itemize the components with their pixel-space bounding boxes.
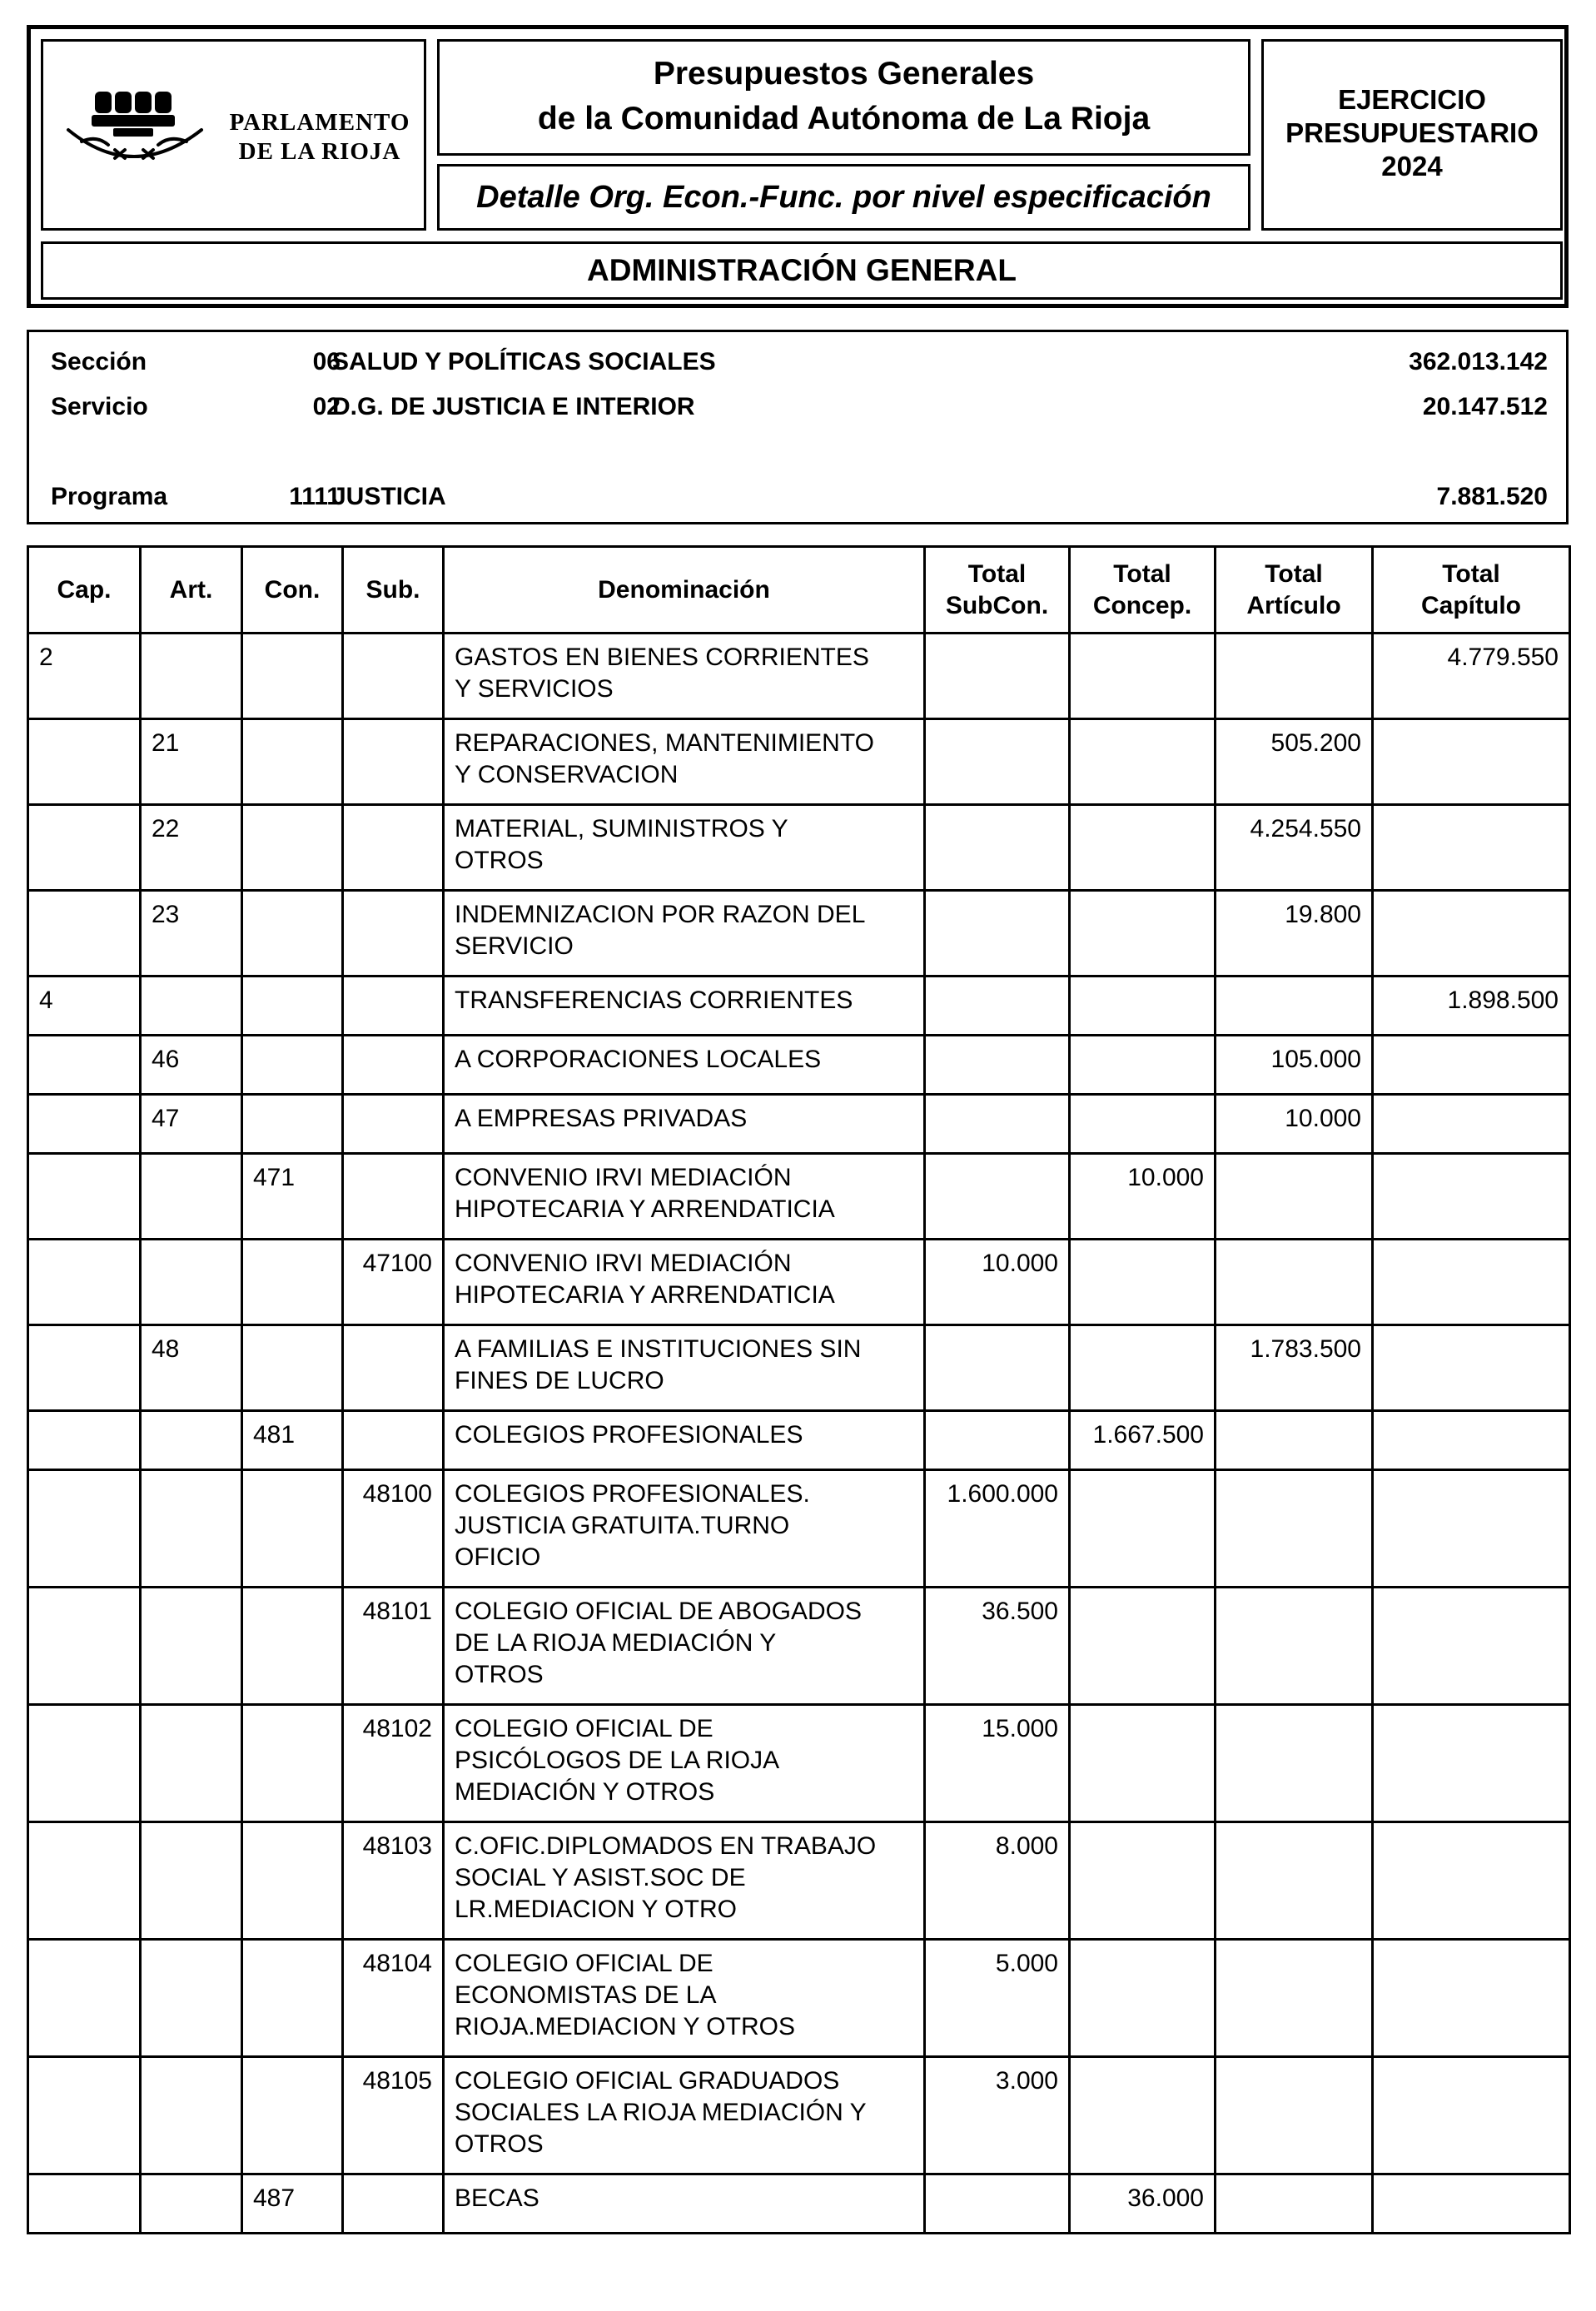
cell-total-articulo xyxy=(1216,634,1373,719)
title-line-2: de la Comunidad Autónoma de La Rioja xyxy=(537,101,1151,137)
cell-total-capitulo xyxy=(1373,805,1570,891)
cell-sub: 48104 xyxy=(343,1940,444,2057)
cell-total-concep xyxy=(1070,1940,1216,2057)
cell-total-articulo xyxy=(1216,977,1373,1036)
cell-art: 21 xyxy=(141,719,242,805)
cell-sub xyxy=(343,1411,444,1470)
cell-total-subcon xyxy=(925,1095,1070,1154)
cell-sub xyxy=(343,977,444,1036)
cell-sub xyxy=(343,891,444,977)
cell-total-articulo: 1.783.500 xyxy=(1216,1325,1373,1411)
cell-con xyxy=(242,1940,343,2057)
cell-sub xyxy=(343,2174,444,2234)
table-row xyxy=(28,1940,1570,2057)
cell-total-articulo xyxy=(1216,1470,1373,1588)
fiscal-year: 2024 xyxy=(1381,151,1443,181)
cell-con: 471 xyxy=(242,1154,343,1240)
table-row xyxy=(28,1325,1570,1411)
fiscal-year-box xyxy=(1261,39,1563,231)
col-header-con: Con. xyxy=(242,547,343,634)
col-header-sub: Sub. xyxy=(343,547,444,634)
cell-total-capitulo xyxy=(1373,719,1570,805)
cell-sub xyxy=(343,805,444,891)
programa-row xyxy=(29,479,1566,515)
col-header-total-subcon: Total SubCon. xyxy=(925,547,1070,634)
cell-denominacion: C.OFIC.DIPLOMADOS EN TRABAJO SOCIAL Y ASIST.SOC DE LR.MEDIACION Y OTRO xyxy=(444,1822,925,1940)
cell-art xyxy=(141,634,242,719)
cell-con xyxy=(242,1588,343,1705)
col-header-total-concep: Total Concep. xyxy=(1070,547,1216,634)
cell-denominacion: A EMPRESAS PRIVADAS xyxy=(444,1095,925,1154)
cell-cap xyxy=(28,1588,141,1705)
cell-sub xyxy=(343,634,444,719)
cell-total-subcon xyxy=(925,1411,1070,1470)
cell-cap xyxy=(28,1940,141,2057)
seccion-label: Sección xyxy=(51,348,147,375)
cell-con xyxy=(242,719,343,805)
cell-art xyxy=(141,1588,242,1705)
servicio-code: 02 xyxy=(312,393,341,420)
cell-total-concep: 36.000 xyxy=(1070,2174,1216,2234)
col-header-art: Art. xyxy=(141,547,242,634)
cell-total-concep: 1.667.500 xyxy=(1070,1411,1216,1470)
cell-cap: 2 xyxy=(28,634,141,719)
cell-cap xyxy=(28,1036,141,1095)
cell-total-articulo xyxy=(1216,1705,1373,1822)
cell-total-capitulo xyxy=(1373,1036,1570,1095)
cell-total-concep xyxy=(1070,805,1216,891)
cell-con xyxy=(242,977,343,1036)
cell-total-concep xyxy=(1070,977,1216,1036)
cell-total-subcon xyxy=(925,1154,1070,1240)
cell-denominacion: COLEGIO OFICIAL DE ABOGADOS DE LA RIOJA MEDIACIÓN Y OTROS xyxy=(444,1588,925,1705)
cell-total-subcon xyxy=(925,634,1070,719)
cell-total-capitulo xyxy=(1373,1154,1570,1240)
cell-con xyxy=(242,1036,343,1095)
cell-sub: 47100 xyxy=(343,1240,444,1325)
cell-total-articulo xyxy=(1216,1940,1373,2057)
table-row xyxy=(28,977,1570,1036)
cell-con xyxy=(242,1470,343,1588)
cell-total-subcon: 3.000 xyxy=(925,2057,1070,2174)
table-row xyxy=(28,1095,1570,1154)
cell-denominacion: A FAMILIAS E INSTITUCIONES SIN FINES DE LUCRO xyxy=(444,1325,925,1411)
table-row xyxy=(28,634,1570,719)
cell-total-capitulo xyxy=(1373,2174,1570,2234)
table-row xyxy=(28,719,1570,805)
cell-denominacion: CONVENIO IRVI MEDIACIÓN HIPOTECARIA Y ARRENDATICIA xyxy=(444,1240,925,1325)
cell-cap xyxy=(28,1095,141,1154)
cell-con xyxy=(242,1325,343,1411)
cell-total-concep xyxy=(1070,891,1216,977)
servicio-row xyxy=(29,389,1566,425)
cell-art xyxy=(141,1154,242,1240)
table-row xyxy=(28,805,1570,891)
cell-cap xyxy=(28,891,141,977)
cell-cap xyxy=(28,1705,141,1822)
cell-denominacion: TRANSFERENCIAS CORRIENTES xyxy=(444,977,925,1036)
cell-total-subcon xyxy=(925,805,1070,891)
cell-total-articulo xyxy=(1216,1240,1373,1325)
cell-cap: 4 xyxy=(28,977,141,1036)
cell-cap xyxy=(28,1240,141,1325)
seccion-row xyxy=(29,344,1566,380)
cell-art: 48 xyxy=(141,1325,242,1411)
cell-art: 47 xyxy=(141,1095,242,1154)
cell-sub xyxy=(343,1154,444,1240)
cell-total-capitulo xyxy=(1373,1470,1570,1588)
cell-denominacion: GASTOS EN BIENES CORRIENTES Y SERVICIOS xyxy=(444,634,925,719)
servicio-amount: 20.147.512 xyxy=(1422,393,1548,420)
table-row xyxy=(28,891,1570,977)
col-header-total-articulo: Total Artículo xyxy=(1216,547,1373,634)
cell-total-capitulo xyxy=(1373,1940,1570,2057)
cell-denominacion: INDEMNIZACION POR RAZON DEL SERVICIO xyxy=(444,891,925,977)
cell-total-capitulo: 4.779.550 xyxy=(1373,634,1570,719)
ejercicio-label: EJERCICIO xyxy=(1338,84,1486,115)
cell-total-articulo xyxy=(1216,2057,1373,2174)
cell-con xyxy=(242,2057,343,2174)
cell-total-subcon xyxy=(925,1036,1070,1095)
cell-art xyxy=(141,977,242,1036)
cell-total-articulo xyxy=(1216,1822,1373,1940)
cell-total-articulo xyxy=(1216,1588,1373,1705)
cell-total-capitulo xyxy=(1373,1240,1570,1325)
cell-con xyxy=(242,1095,343,1154)
cell-cap xyxy=(28,2057,141,2174)
cell-art xyxy=(141,1470,242,1588)
cell-art: 23 xyxy=(141,891,242,977)
table-row xyxy=(28,1036,1570,1095)
cell-total-concep xyxy=(1070,1588,1216,1705)
cell-sub xyxy=(343,719,444,805)
cell-denominacion: CONVENIO IRVI MEDIACIÓN HIPOTECARIA Y ARRENDATICIA xyxy=(444,1154,925,1240)
cell-total-subcon: 15.000 xyxy=(925,1705,1070,1822)
cell-total-articulo: 105.000 xyxy=(1216,1036,1373,1095)
cell-total-concep xyxy=(1070,1036,1216,1095)
cell-total-articulo xyxy=(1216,1411,1373,1470)
cell-total-subcon: 36.500 xyxy=(925,1588,1070,1705)
cell-total-concep xyxy=(1070,1705,1216,1822)
table-header-row xyxy=(28,547,1570,634)
cell-total-articulo: 4.254.550 xyxy=(1216,805,1373,891)
cell-total-articulo xyxy=(1216,2174,1373,2234)
title-line-1: Presupuestos Generales xyxy=(653,56,1035,92)
cell-cap xyxy=(28,1822,141,1940)
cell-total-capitulo xyxy=(1373,891,1570,977)
cell-total-capitulo xyxy=(1373,1588,1570,1705)
cell-con: 487 xyxy=(242,2174,343,2234)
cell-total-capitulo xyxy=(1373,2057,1570,2174)
cell-denominacion: COLEGIOS PROFESIONALES. JUSTICIA GRATUITA.TURNO OFICIO xyxy=(444,1470,925,1588)
cell-denominacion: COLEGIO OFICIAL DE ECONOMISTAS DE LA RIOJA.MEDIACION Y OTROS xyxy=(444,1940,925,2057)
cell-art xyxy=(141,2057,242,2174)
cell-cap xyxy=(28,1411,141,1470)
parliament-emblem-icon xyxy=(63,85,213,185)
col-header-total-capitulo: Total Capítulo xyxy=(1373,547,1570,634)
cell-sub xyxy=(343,1095,444,1154)
document-header xyxy=(27,25,1569,308)
cell-cap xyxy=(28,719,141,805)
cell-sub: 48103 xyxy=(343,1822,444,1940)
cell-con xyxy=(242,891,343,977)
table-row xyxy=(28,2057,1570,2174)
seccion-amount: 362.013.142 xyxy=(1409,348,1548,375)
cell-total-subcon: 10.000 xyxy=(925,1240,1070,1325)
administration-banner: ADMINISTRACIÓN GENERAL xyxy=(41,241,1563,300)
table-row xyxy=(28,1588,1570,1705)
cell-con xyxy=(242,634,343,719)
cell-denominacion: COLEGIO OFICIAL GRADUADOS SOCIALES LA RIOJA MEDIACIÓN Y OTROS xyxy=(444,2057,925,2174)
cell-sub xyxy=(343,1325,444,1411)
cell-total-subcon xyxy=(925,2174,1070,2234)
cell-sub xyxy=(343,1036,444,1095)
col-header-denominacion: Denominación xyxy=(444,547,925,634)
table-row xyxy=(28,1240,1570,1325)
cell-denominacion: COLEGIOS PROFESIONALES xyxy=(444,1411,925,1470)
cell-con xyxy=(242,1822,343,1940)
cell-total-subcon xyxy=(925,719,1070,805)
cell-total-articulo: 19.800 xyxy=(1216,891,1373,977)
cell-denominacion: COLEGIO OFICIAL DE PSICÓLOGOS DE LA RIOJA MEDIACIÓN Y OTROS xyxy=(444,1705,925,1822)
cell-total-articulo: 505.200 xyxy=(1216,719,1373,805)
table-row xyxy=(28,1411,1570,1470)
table-row xyxy=(28,1154,1570,1240)
cell-total-capitulo: 1.898.500 xyxy=(1373,977,1570,1036)
cell-art: 22 xyxy=(141,805,242,891)
cell-sub: 48105 xyxy=(343,2057,444,2174)
cell-cap xyxy=(28,1154,141,1240)
servicio-label: Servicio xyxy=(51,393,148,420)
cell-total-concep xyxy=(1070,1822,1216,1940)
cell-total-capitulo xyxy=(1373,1095,1570,1154)
cell-total-concep xyxy=(1070,1325,1216,1411)
cell-total-concep xyxy=(1070,1470,1216,1588)
budget-table xyxy=(27,545,1571,2234)
cell-total-concep xyxy=(1070,1240,1216,1325)
cell-total-capitulo xyxy=(1373,1325,1570,1411)
cell-denominacion: BECAS xyxy=(444,2174,925,2234)
table-row xyxy=(28,1470,1570,1588)
cell-con: 481 xyxy=(242,1411,343,1470)
table-row xyxy=(28,2174,1570,2234)
cell-total-concep xyxy=(1070,2057,1216,2174)
logo-line-2: DE LA RIOJA xyxy=(238,138,401,165)
budget-table-body xyxy=(28,634,1570,2234)
cell-total-subcon: 1.600.000 xyxy=(925,1470,1070,1588)
table-row xyxy=(28,1705,1570,1822)
logo-line-1: PARLAMENTO xyxy=(229,109,410,136)
seccion-code: 06 xyxy=(312,348,341,375)
cell-total-subcon xyxy=(925,977,1070,1036)
cell-cap xyxy=(28,1470,141,1588)
col-header-cap: Cap. xyxy=(28,547,141,634)
cell-total-capitulo xyxy=(1373,1822,1570,1940)
cell-total-subcon: 5.000 xyxy=(925,1940,1070,2057)
programa-label: Programa xyxy=(51,483,168,510)
cell-total-subcon: 8.000 xyxy=(925,1822,1070,1940)
cell-denominacion: MATERIAL, SUMINISTROS Y OTROS xyxy=(444,805,925,891)
cell-total-subcon xyxy=(925,891,1070,977)
servicio-name: D.G. DE JUSTICIA E INTERIOR xyxy=(332,393,695,420)
cell-con xyxy=(242,1240,343,1325)
cell-total-articulo xyxy=(1216,1154,1373,1240)
table-row xyxy=(28,1822,1570,1940)
cell-total-concep xyxy=(1070,1095,1216,1154)
cell-con xyxy=(242,1705,343,1822)
cell-sub: 48100 xyxy=(343,1470,444,1588)
cell-art xyxy=(141,1822,242,1940)
parliament-name xyxy=(220,108,420,166)
cell-total-articulo: 10.000 xyxy=(1216,1095,1373,1154)
cell-con xyxy=(242,805,343,891)
cell-cap xyxy=(28,2174,141,2234)
cell-sub: 48101 xyxy=(343,1588,444,1705)
cell-art xyxy=(141,1705,242,1822)
parliament-logo-box xyxy=(41,39,426,231)
document-title xyxy=(437,39,1250,156)
cell-total-concep xyxy=(1070,634,1216,719)
section-info-box xyxy=(27,330,1569,524)
cell-art xyxy=(141,1940,242,2057)
cell-sub: 48102 xyxy=(343,1705,444,1822)
cell-total-concep: 10.000 xyxy=(1070,1154,1216,1240)
programa-amount: 7.881.520 xyxy=(1436,483,1548,510)
cell-cap xyxy=(28,1325,141,1411)
presupuestario-label: PRESUPUESTARIO xyxy=(1285,117,1539,148)
cell-total-capitulo xyxy=(1373,1411,1570,1470)
cell-art xyxy=(141,1411,242,1470)
cell-total-subcon xyxy=(925,1325,1070,1411)
document-subtitle: Detalle Org. Econ.-Func. por nivel especificación xyxy=(437,164,1250,231)
cell-art: 46 xyxy=(141,1036,242,1095)
seccion-name: SALUD Y POLÍTICAS SOCIALES xyxy=(332,348,716,375)
cell-total-capitulo xyxy=(1373,1705,1570,1822)
cell-total-concep xyxy=(1070,719,1216,805)
cell-denominacion: A CORPORACIONES LOCALES xyxy=(444,1036,925,1095)
programa-name: JUSTICIA xyxy=(332,483,446,510)
cell-denominacion: REPARACIONES, MANTENIMIENTO Y CONSERVACION xyxy=(444,719,925,805)
programa-code: 1111 xyxy=(289,483,341,510)
cell-art xyxy=(141,1240,242,1325)
cell-art xyxy=(141,2174,242,2234)
cell-cap xyxy=(28,805,141,891)
